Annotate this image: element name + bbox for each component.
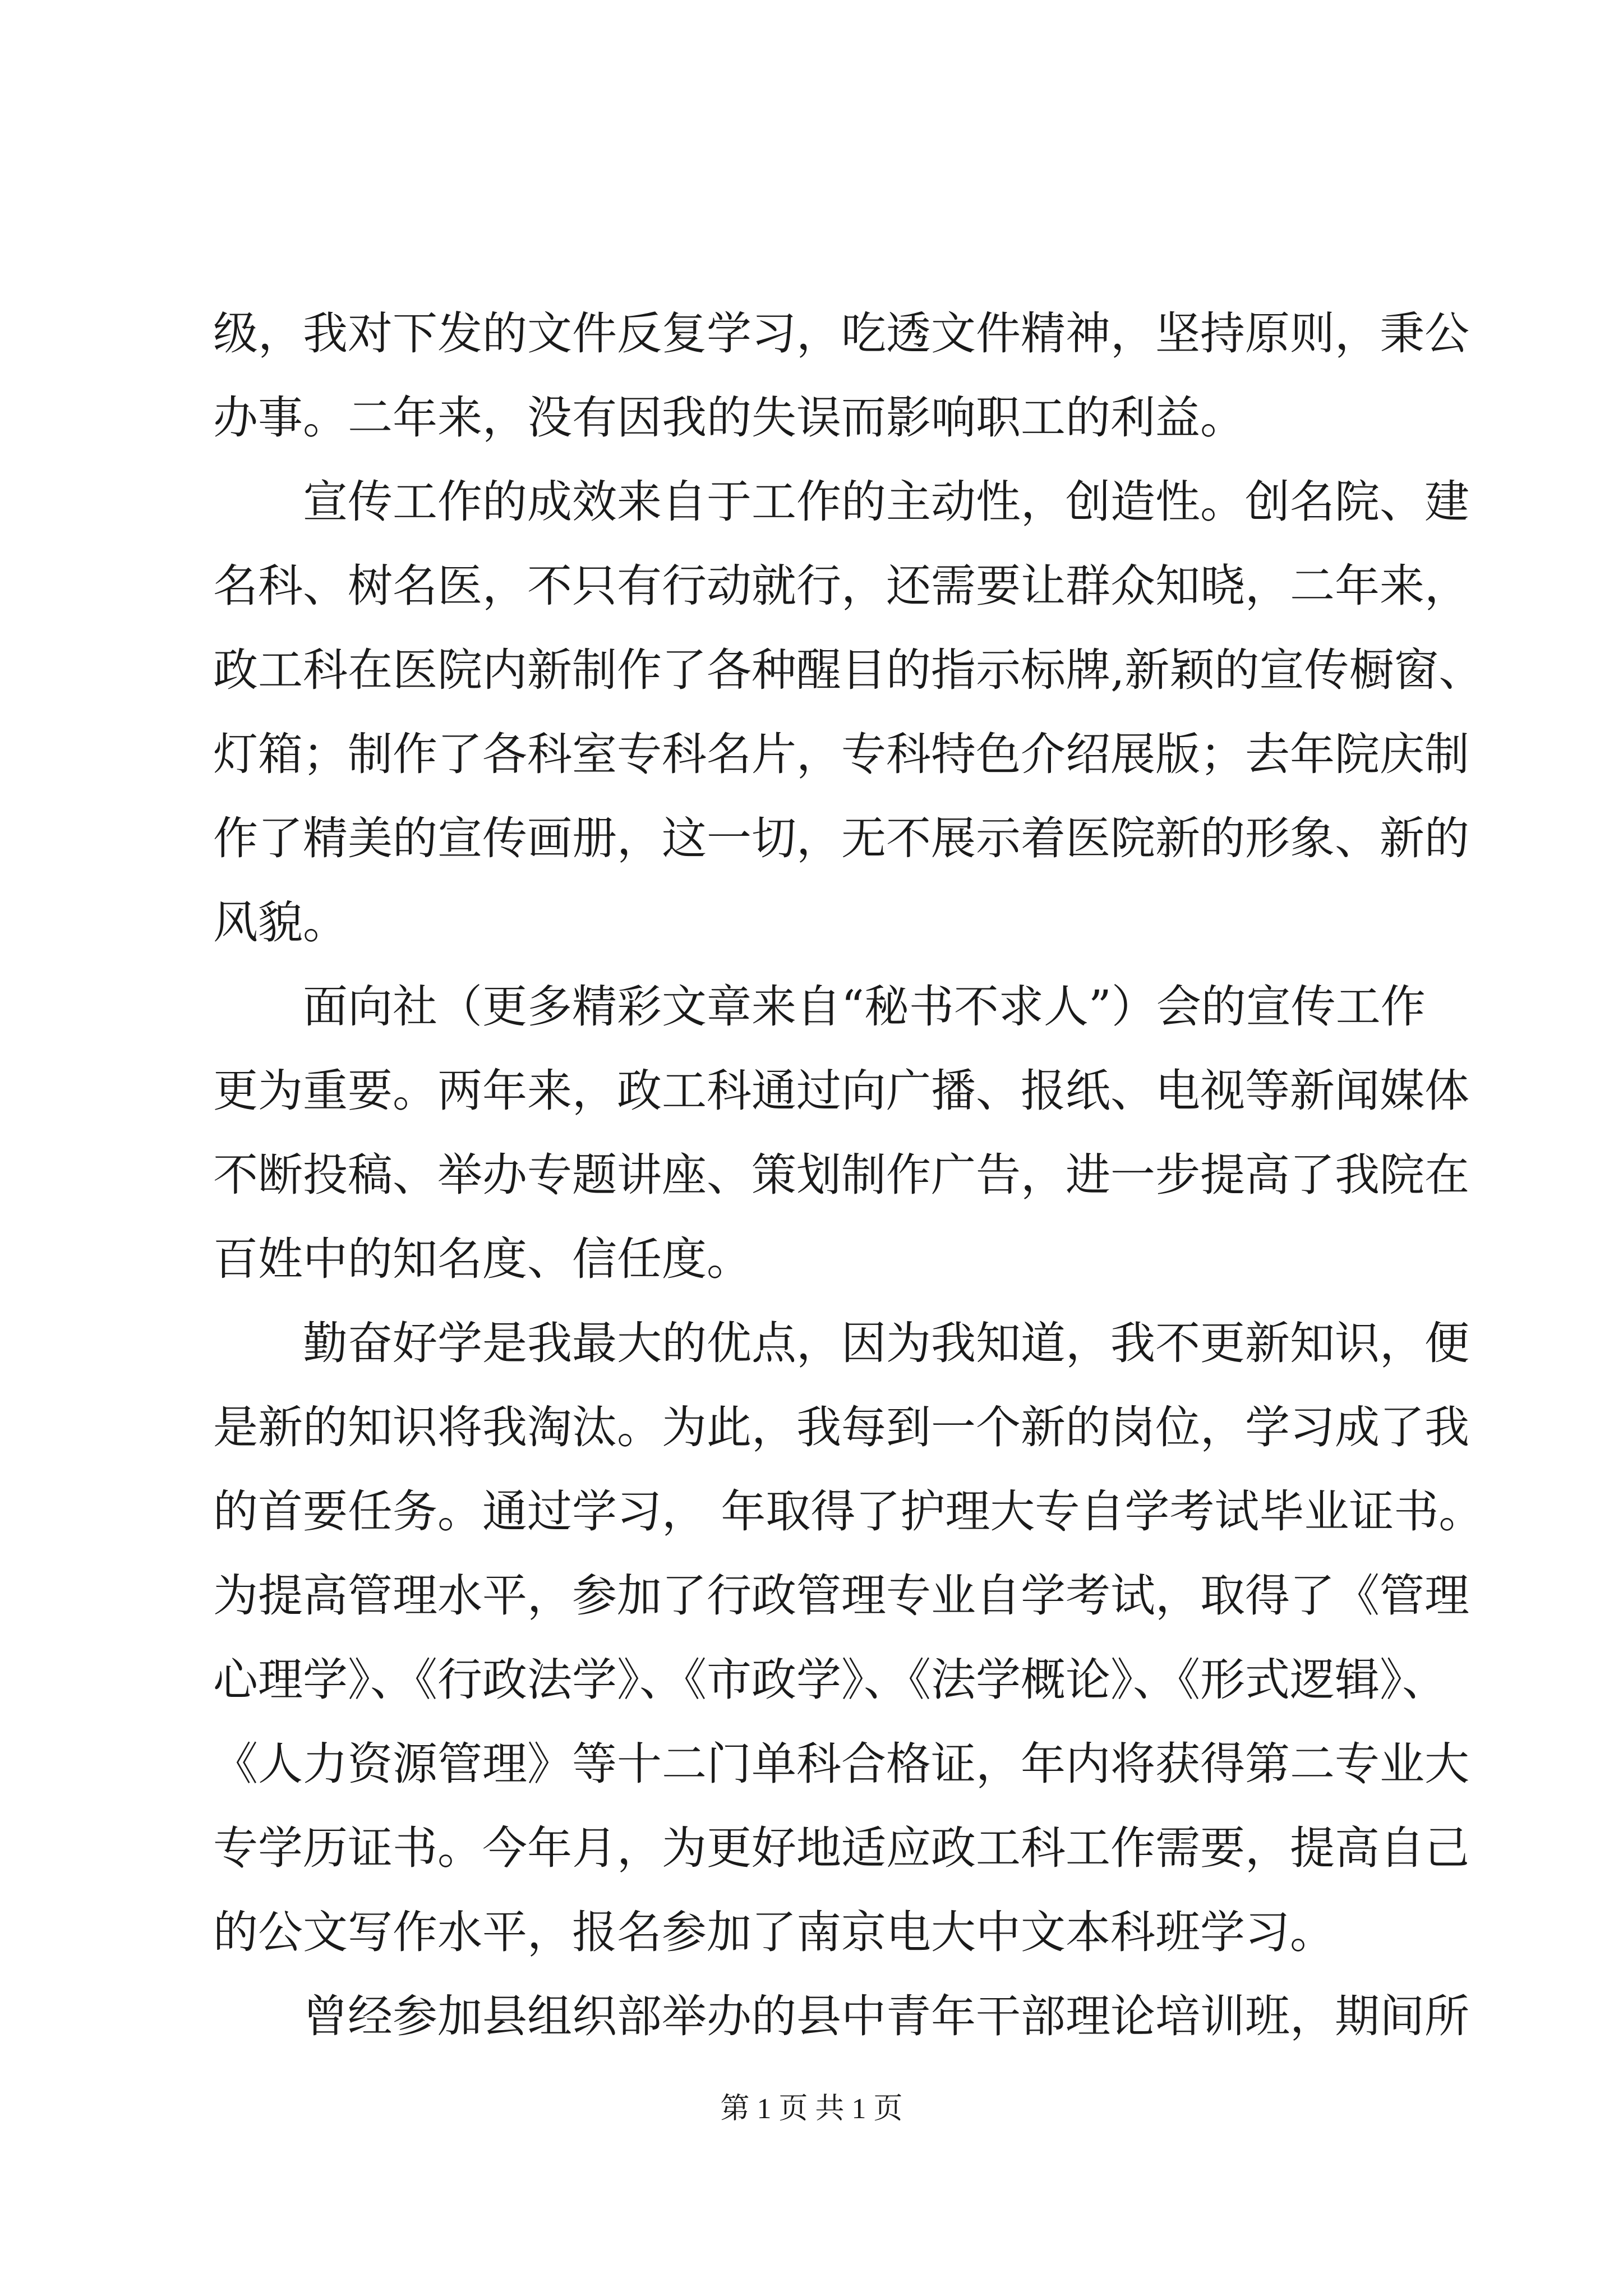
text-line: 的公文写作水平，报名参加了南京电大中文本科班学习。	[213, 1906, 1335, 1958]
text-line: 办事。二年来，没有因我的失误而影响职工的利益。	[213, 392, 1245, 444]
text-line: 为提高管理水平，参加了行政管理专业自学考试，取得了《管理	[213, 1570, 1469, 1622]
page-footer: 第 1 页 共 1 页	[720, 2093, 903, 2125]
paragraph	[213, 460, 1484, 965]
text-line: 勤奋好学是我最大的优点，因为我知道，我不更新知识，便	[303, 1317, 1469, 1369]
paragraph	[213, 292, 1469, 460]
text-line: 更为重要。两年来，政工科通过向广播、报纸、电视等新闻媒体	[213, 1065, 1469, 1117]
text-line: 面向社（更多精彩文章来自“秘书不求人”）会的宣传工作	[303, 981, 1426, 1033]
text-line: 曾经参加县组织部举办的县中青年干部理论培训班，期间所	[303, 1990, 1469, 2042]
text-line: 风貌。	[213, 896, 348, 949]
text-line: 的首要任务。通过学习， 年取得了护理大专自学考试毕业证书。	[213, 1485, 1484, 1538]
paragraph	[213, 1301, 1484, 1975]
text-line: 灯箱；制作了各科室专科名片，专科特色介绍展版；去年院庆制	[213, 728, 1469, 780]
text-line: 不断投稿、举办专题讲座、策划制作广告，进一步提高了我院在	[213, 1149, 1469, 1201]
text-line: 百姓中的知名度、信任度。	[213, 1233, 751, 1285]
document-body	[213, 292, 1484, 2059]
text-line: 级，我对下发的文件反复学习，吃透文件精神，坚持原则，秉公	[213, 307, 1469, 360]
text-line: 名科、树名医，不只有行动就行，还需要让群众知晓，二年来，	[213, 560, 1469, 612]
text-line: 作了精美的宣传画册，这一切，无不展示着医院新的形象、新的	[213, 812, 1469, 864]
text-line: 《人力资源管理》等十二门单科合格证，年内将获得第二专业大	[213, 1738, 1469, 1790]
text-line: 宣传工作的成效来自于工作的主动性，创造性。创名院、建	[303, 476, 1469, 528]
text-line: 心理学》、《行政法学》、《市政学》、《法学概论》、《形式逻辑》、	[213, 1654, 1447, 1706]
text-line: 专学历证书。今年月，为更好地适应政工科工作需要，提高自己	[213, 1822, 1469, 1874]
text-line: 是新的知识将我淘汰。为此，我每到一个新的岗位，学习成了我	[213, 1401, 1469, 1453]
text-line: 政工科在医院内新制作了各种醒目的指示标牌,新颖的宣传橱窗、	[213, 644, 1484, 696]
paragraph	[213, 1975, 1469, 2059]
paragraph	[213, 965, 1469, 1301]
